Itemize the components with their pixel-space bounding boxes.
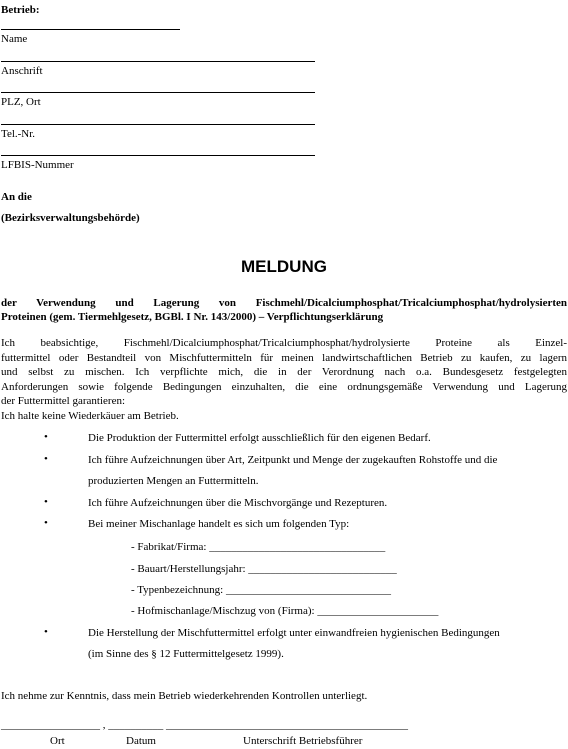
bullet-marker: • — [44, 496, 48, 508]
statement-no-ruminants: Ich halte keine Wiederkäuer am Betrieb. — [1, 409, 179, 422]
field-line-tel[interactable] — [1, 155, 315, 156]
field-label-lfbis: LFBIS-Nummer — [1, 159, 74, 171]
signature-label-unterschrift: Unterschrift Betriebsführer — [243, 735, 363, 747]
recipient-authority: (Bezirksverwaltungsbehörde) — [1, 212, 140, 224]
field-line-name[interactable] — [1, 61, 315, 62]
intro-line: Ich beabsichtige, Fischmehl/Dicalciumphosphat/Tricalciumphosphat/hydrolysierte Proteine als Einzel- — [1, 337, 567, 349]
bullet-marker: • — [44, 431, 48, 443]
subtitle-line-2: Proteinen (gem. Tiermehlgesetz, BGBl. I Nr. 143/2000) – Verpflichtungserklärung — [1, 311, 384, 323]
signature-label-datum: Datum — [126, 735, 156, 747]
closing-statement: Ich nehme zur Kenntnis, dass mein Betrieb wiederkehrenden Kontrollen unterliegt. — [1, 690, 368, 702]
intro-paragraph — [1, 336, 567, 423]
bullet-marker: • — [44, 517, 48, 529]
bullet-records-mixing: Ich führe Aufzeichnungen über die Mischvorgänge und Rezepturen. — [88, 497, 388, 509]
betrieb-signature-line — [1, 29, 180, 30]
subitem-construction-year[interactable]: - Bauart/Herstellungsjahr: ___________________________ — [131, 563, 397, 575]
bullet-marker: • — [44, 453, 48, 465]
betrieb-label: Betrieb: — [1, 4, 40, 16]
field-label-plz-ort: PLZ, Ort — [1, 96, 41, 108]
subitem-manufacturer[interactable]: - Fabrikat/Firma: ________________________________ — [131, 541, 386, 553]
bullet-hygiene-cont: (im Sinne des § 12 Futtermittelgesetz 1999). — [88, 648, 284, 660]
bullet-own-use: Die Produktion der Futtermittel erfolgt ausschließlich für den eigenen Bedarf. — [88, 432, 431, 444]
document-title: MELDUNG — [241, 257, 327, 276]
intro-line: und selbst zu mischen. Ich verpflichte mich, die in der Verordnung nach o.a. Bundesgesetz festgelegten — [1, 366, 567, 378]
signature-line[interactable]: __________________ , __________ ____________________________________________ — [1, 719, 408, 731]
subtitle-line-1: der Verwendung und Lagerung von Fischmehl/Dicalciumphosphat/Tricalciumphosphat/hydrolysierten — [1, 297, 567, 309]
signature-label-ort: Ort — [50, 735, 65, 747]
field-label-name: Name — [1, 33, 28, 45]
subitem-mixing-firm[interactable]: - Hofmischanlage/Mischzug von (Firma): ______________________ — [131, 605, 439, 617]
bullet-hygiene: Die Herstellung der Mischfuttermittel erfolgt unter einwandfreien hygienischen Bedingungen — [88, 627, 500, 639]
document-subtitle — [1, 296, 567, 324]
field-label-anschrift: Anschrift — [1, 65, 43, 77]
field-line-plz-ort[interactable] — [1, 124, 315, 125]
field-label-tel: Tel.-Nr. — [1, 128, 36, 140]
subitem-type-designation[interactable]: - Typenbezeichnung: ______________________________ — [131, 584, 391, 596]
recipient-an-die: An die — [1, 191, 32, 203]
intro-line: Anforderungen sowie folgende Bedingungen einzuhalten, die eine ordnungsgemäße Verwendung und Lagerung — [1, 380, 567, 393]
field-line-anschrift[interactable] — [1, 92, 315, 93]
intro-line: der Futtermittel garantieren: — [1, 395, 126, 407]
bullet-mixing-plant-type: Bei meiner Mischanlage handelt es sich um folgenden Typ: — [88, 518, 350, 530]
intro-line: futtermittel oder Bestandteil von Mischfuttermitteln für meinen landwirtschaftlichen Betrieb zu kaufen, zu lagern — [1, 351, 567, 364]
bullet-records-raw-materials-cont: produzierten Mengen an Futtermitteln. — [88, 475, 259, 487]
bullet-marker: • — [44, 626, 48, 638]
bullet-records-raw-materials: Ich führe Aufzeichnungen über Art, Zeitpunkt und Menge der zugekauften Rohstoffe und die — [88, 454, 498, 466]
